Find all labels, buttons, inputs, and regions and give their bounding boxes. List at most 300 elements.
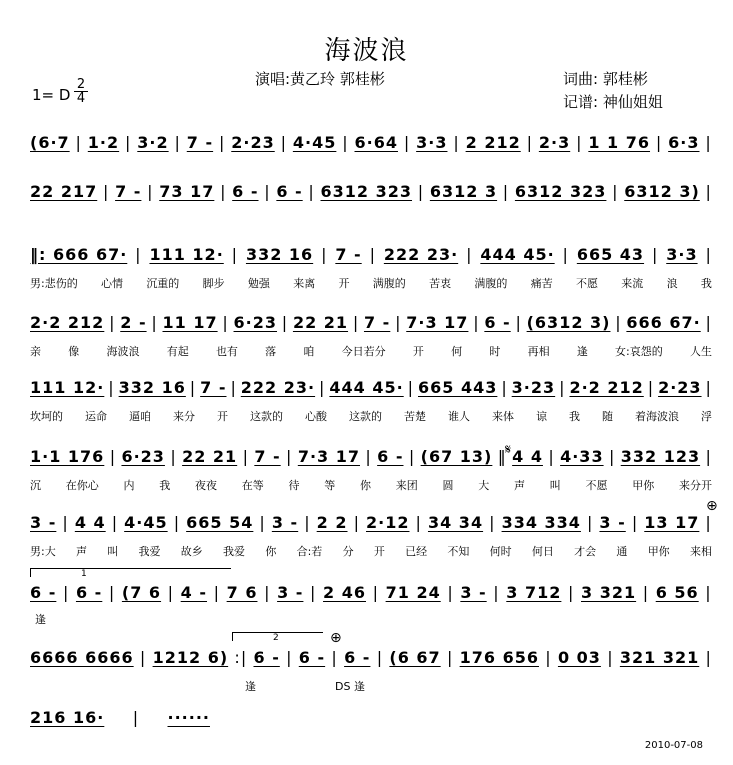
lyric-word: DS 逢 bbox=[335, 680, 365, 693]
barline: | bbox=[473, 313, 480, 332]
barline: | bbox=[705, 245, 712, 264]
barline: | bbox=[218, 133, 226, 152]
lyric-word: 开 bbox=[338, 277, 350, 290]
measure-notes: (67 13) bbox=[420, 447, 493, 466]
barline: | bbox=[174, 133, 181, 152]
measure-notes: 34 34 bbox=[427, 513, 484, 532]
lyric-word: 来相 bbox=[689, 545, 712, 558]
barline: | bbox=[576, 133, 583, 152]
lyric-word: 苦衷 bbox=[429, 277, 452, 290]
coda-icon-2: ⊕ bbox=[330, 630, 342, 646]
measure-notes: 73 17 bbox=[159, 182, 215, 201]
lyric-word: 来分 bbox=[173, 410, 195, 423]
barline: | bbox=[62, 513, 69, 532]
measure-notes: 332 123 bbox=[620, 447, 701, 466]
barline: | bbox=[109, 313, 116, 332]
lyric-word: 也有 bbox=[215, 345, 238, 358]
measure-notes: 6 - bbox=[377, 447, 404, 466]
measure-notes: ‖: 666 67· bbox=[30, 245, 128, 264]
measure-notes: 2·2 212 bbox=[569, 378, 644, 397]
barline: | bbox=[304, 513, 311, 532]
measure-notes: 2·3 bbox=[538, 133, 571, 152]
barline: | bbox=[548, 447, 555, 466]
measure-notes: 3 - bbox=[30, 513, 57, 532]
barline: | bbox=[705, 447, 712, 466]
lyric-word: 满腹的 bbox=[474, 277, 508, 290]
measure-notes: 2·2 212 bbox=[30, 313, 105, 332]
volta-2-label: 2 bbox=[273, 633, 279, 643]
barline: | bbox=[369, 245, 376, 264]
lyric-word: 在你心 bbox=[65, 479, 99, 492]
barline: | bbox=[545, 648, 552, 667]
measure-notes: (6·7 bbox=[30, 133, 70, 152]
lyric-word: 内 bbox=[123, 479, 135, 492]
measure-notes: 1·1 176 bbox=[30, 447, 105, 466]
notation-row bbox=[30, 313, 712, 332]
transcriber-credit: 记谱: 神仙姐姐 bbox=[563, 93, 663, 111]
lyric-word: 我爱 bbox=[223, 545, 246, 558]
measure-notes: 4·45 bbox=[292, 133, 337, 152]
measure-notes: 1212 6) bbox=[152, 648, 229, 667]
barline: | bbox=[453, 133, 460, 152]
barline: | bbox=[342, 133, 349, 152]
lyric-line bbox=[30, 477, 712, 493]
notation-row bbox=[30, 182, 712, 201]
barline: | bbox=[515, 313, 522, 332]
barline: | bbox=[147, 182, 154, 201]
lyric-word: 谅 bbox=[536, 410, 547, 423]
measure-notes: 334 334 bbox=[501, 513, 581, 532]
lyric-word: 合:若 bbox=[296, 545, 323, 558]
lyric-word: 亲 bbox=[30, 345, 41, 358]
time-numerator: 2 bbox=[74, 78, 88, 92]
lyric-word: 逼咱 bbox=[129, 410, 151, 423]
lyric-line bbox=[30, 408, 712, 424]
volta-1-bracket bbox=[30, 568, 231, 577]
measure-notes: 332 16 bbox=[118, 378, 186, 397]
barline: | bbox=[407, 378, 415, 397]
measure-notes: 3 - bbox=[271, 513, 299, 532]
lyric-word: 再相 bbox=[527, 345, 550, 358]
barline: | bbox=[612, 182, 619, 201]
measure-notes: 22 21 bbox=[182, 447, 238, 466]
barline: | bbox=[705, 513, 712, 532]
lyric-word: 满腹的 bbox=[372, 277, 406, 290]
measure-notes: 3·2 bbox=[137, 133, 169, 152]
lyric-word: 开 bbox=[217, 410, 228, 423]
barline: | bbox=[493, 583, 500, 602]
measure-notes: 4·33 bbox=[560, 447, 604, 466]
barline: | bbox=[280, 133, 287, 152]
measure-notes: (7 6 bbox=[121, 583, 162, 602]
lyric-word: 开 bbox=[412, 345, 424, 358]
lyric-word: 心酸 bbox=[305, 410, 327, 423]
measure-notes: 111 12· bbox=[149, 245, 224, 264]
measure-notes: 3·23 bbox=[511, 378, 556, 397]
lyric-word: 像 bbox=[68, 345, 80, 358]
measure-notes: 444 45· bbox=[480, 245, 555, 264]
lyric-line bbox=[30, 343, 712, 359]
barline: | bbox=[108, 583, 116, 602]
lyric-word: 圆 bbox=[442, 479, 454, 492]
lyric-word: 不愿 bbox=[585, 479, 608, 492]
barline: | bbox=[562, 245, 569, 264]
measure-notes: 3 712 bbox=[506, 583, 562, 602]
lyric-word: 来离 bbox=[293, 277, 316, 290]
barline: | bbox=[615, 313, 622, 332]
barline: | bbox=[501, 378, 508, 397]
measure-notes: 665 54 bbox=[186, 513, 254, 532]
measure-notes: 3 - bbox=[277, 583, 304, 602]
lyric-word: 谁人 bbox=[448, 410, 470, 423]
measure-notes: 6 - bbox=[75, 583, 103, 602]
measure-notes: 71 24 bbox=[385, 583, 441, 602]
barline: | bbox=[135, 245, 142, 264]
barline: | bbox=[447, 583, 454, 602]
lyric-word: 已经 bbox=[405, 545, 428, 558]
measure-notes: 6 56 bbox=[655, 583, 699, 602]
measure-notes: 2·23 bbox=[658, 378, 702, 397]
time-denominator: 4 bbox=[76, 91, 86, 106]
lyric-word: 不知 bbox=[447, 545, 470, 558]
lyric-word: 时 bbox=[489, 345, 501, 358]
measure-notes: 7·3 17 bbox=[406, 313, 469, 332]
measure-notes: 222 23· bbox=[383, 245, 459, 264]
barline: | bbox=[705, 648, 712, 667]
lyric-word: 分 bbox=[342, 545, 354, 558]
measure-notes: 7 - bbox=[186, 133, 214, 152]
lyric-word: 随 bbox=[602, 410, 613, 423]
lyricist-credit: 词曲: 郭桂彬 bbox=[563, 70, 648, 88]
lyric-word: 这款的 bbox=[349, 410, 382, 423]
measure-notes: 6 - bbox=[298, 648, 326, 667]
lyric-word: 勉强 bbox=[247, 277, 270, 290]
lyric-word: 甲你 bbox=[647, 545, 670, 558]
measure-notes: ······ bbox=[167, 708, 210, 727]
lyric-word: 逢 bbox=[35, 613, 46, 626]
barline: | bbox=[213, 583, 221, 602]
measure-notes: 6·64 bbox=[354, 133, 398, 152]
lyric-word: 大 bbox=[478, 479, 490, 492]
transcription-date: 2010-07-08 bbox=[644, 740, 703, 751]
measure-notes: 13 17 bbox=[644, 513, 700, 532]
notation-row bbox=[30, 648, 712, 667]
barline: | bbox=[264, 583, 271, 602]
barline: | bbox=[170, 447, 177, 466]
barline: | bbox=[408, 447, 416, 466]
barline: | bbox=[189, 378, 197, 397]
measure-notes: 3 321 bbox=[581, 583, 637, 602]
lyric-word: 声 bbox=[514, 479, 525, 492]
song-title: 海波浪 bbox=[324, 36, 409, 66]
barline: | bbox=[132, 708, 140, 727]
barline: | bbox=[489, 513, 496, 532]
measure-notes: 7 6 bbox=[226, 583, 258, 602]
barline: | bbox=[568, 583, 575, 602]
lyric-word: 坎坷的 bbox=[30, 410, 63, 423]
lyric-word: 来分开 bbox=[679, 479, 712, 492]
measure-notes: 6 - bbox=[484, 313, 511, 332]
measure-notes: 6·3 bbox=[668, 133, 700, 152]
barline: | bbox=[75, 133, 82, 152]
barline: | bbox=[331, 648, 338, 667]
lyric-word: 脚步 bbox=[202, 277, 225, 290]
measure-notes: 665 443 bbox=[418, 378, 498, 397]
barline: | bbox=[231, 245, 239, 264]
measure-notes: 6666 6666 bbox=[30, 648, 134, 667]
notation-row bbox=[30, 708, 210, 727]
measure-notes: 2·12 bbox=[366, 513, 410, 532]
lyric-word: 来体 bbox=[492, 410, 514, 423]
lyric-word: 逢 bbox=[576, 345, 588, 358]
measure-notes: 7 - bbox=[115, 182, 142, 201]
lyric-word: 这款的 bbox=[250, 410, 283, 423]
lyric-word: 来团 bbox=[395, 479, 418, 492]
lyric-word: 男:悲伤的 bbox=[30, 277, 78, 290]
measure-notes: 1·2 bbox=[87, 133, 120, 152]
notation-row bbox=[30, 245, 712, 264]
notation-row bbox=[30, 583, 712, 602]
barline: | bbox=[308, 182, 315, 201]
measure-notes: 444 45· bbox=[329, 378, 404, 397]
lyric-word: 开 bbox=[373, 545, 385, 558]
barline: | bbox=[125, 133, 132, 152]
barline: | bbox=[705, 378, 712, 397]
barline: | bbox=[167, 583, 175, 602]
lyric-word: 何日 bbox=[531, 545, 554, 558]
barline: | bbox=[651, 245, 659, 264]
barline: | bbox=[631, 513, 639, 532]
barline: | bbox=[220, 182, 227, 201]
measure-notes: 6312 3 bbox=[429, 182, 498, 201]
lyric-line bbox=[35, 611, 65, 627]
barline: | bbox=[502, 182, 510, 201]
barline: | bbox=[286, 648, 293, 667]
lyric-word: 逢 bbox=[245, 680, 256, 693]
measure-notes: 4·45 bbox=[124, 513, 168, 532]
measure-notes: 3 - bbox=[599, 513, 626, 532]
lyric-word: 不愿 bbox=[575, 277, 598, 290]
barline: | bbox=[108, 378, 115, 397]
lyric-word: 我爱 bbox=[138, 545, 161, 558]
measure-notes: 22 217 bbox=[30, 182, 98, 201]
measure-notes: 6·23 bbox=[121, 447, 165, 466]
barline: | bbox=[264, 182, 271, 201]
coda-icon: ⊕ bbox=[706, 498, 718, 514]
lyric-word: 故乡 bbox=[180, 545, 203, 558]
measure-notes: 7·3 17 bbox=[297, 447, 360, 466]
lyric-word: 我 bbox=[159, 479, 171, 492]
measure-notes: 4 4 bbox=[74, 513, 106, 532]
barline: | bbox=[705, 313, 712, 332]
lyric-word: 沉 bbox=[30, 479, 41, 492]
lyric-word: 浮 bbox=[701, 410, 712, 423]
notation-row bbox=[30, 447, 712, 466]
barline: | bbox=[62, 583, 70, 602]
barline: | bbox=[417, 182, 425, 201]
barline: | bbox=[647, 378, 655, 397]
barline: | bbox=[705, 182, 712, 201]
measure-notes: 6312 323 bbox=[514, 182, 607, 201]
barline: | bbox=[642, 583, 650, 602]
barline: | bbox=[372, 583, 379, 602]
measure-notes: 7 - bbox=[254, 447, 281, 466]
lyric-word: 有起 bbox=[166, 345, 189, 358]
barline: | bbox=[608, 447, 616, 466]
notation-row bbox=[30, 378, 712, 397]
lyric-word: 你 bbox=[360, 479, 371, 492]
measure-notes: 11 17 bbox=[162, 313, 218, 332]
lyric-word: 男:大 bbox=[30, 545, 56, 558]
measure-notes: 111 12· bbox=[30, 378, 105, 397]
barline: | bbox=[109, 447, 117, 466]
lyric-line bbox=[30, 275, 712, 291]
lyric-word: 女:哀怨的 bbox=[615, 345, 663, 358]
measure-notes: 3·3 bbox=[666, 245, 698, 264]
measure-notes: 6 - bbox=[232, 182, 259, 201]
lyric-word: 来流 bbox=[621, 277, 644, 290]
barline: | bbox=[466, 245, 473, 264]
lyric-word: 今日若分 bbox=[341, 345, 386, 358]
measure-notes: 6312 323 bbox=[320, 182, 413, 201]
measure-notes: 6 - bbox=[276, 182, 303, 201]
barline: | bbox=[586, 513, 594, 532]
lyric-word: 叫 bbox=[549, 479, 561, 492]
lyric-word: 浪 bbox=[666, 277, 678, 290]
time-signature bbox=[74, 78, 88, 105]
barline: | bbox=[376, 648, 384, 667]
barline: | bbox=[242, 447, 249, 466]
measure-notes: 222 23· bbox=[240, 378, 316, 397]
lyric-word: 才会 bbox=[574, 545, 597, 558]
lyric-word: 夜夜 bbox=[195, 479, 217, 492]
measure-notes: 6 - bbox=[253, 648, 280, 667]
lyric-word: 我 bbox=[700, 277, 712, 290]
measure-notes: 7 - bbox=[363, 313, 391, 332]
barline: | bbox=[395, 313, 402, 332]
lyric-word: 声 bbox=[75, 545, 87, 558]
barline: | bbox=[365, 447, 372, 466]
measure-notes: 7 - bbox=[200, 378, 227, 397]
lyric-word: 痛苦 bbox=[530, 277, 553, 290]
barline: | bbox=[286, 447, 293, 466]
singer-credit: 演唱:黄乙玲 郭桂彬 bbox=[255, 70, 385, 88]
measure-notes: 2·23 bbox=[231, 133, 275, 152]
measure-notes: 4 4 bbox=[512, 447, 543, 466]
measure-notes: (6 67 bbox=[389, 648, 441, 667]
measure-notes: 332 16 bbox=[245, 245, 314, 264]
barline: | bbox=[259, 513, 266, 532]
lyric-word: 着海波浪 bbox=[635, 410, 679, 423]
barline: | bbox=[319, 378, 326, 397]
barline: | bbox=[559, 378, 566, 397]
barline: | bbox=[173, 513, 181, 532]
barline: :| bbox=[234, 648, 248, 667]
measure-notes: 2 212 bbox=[465, 133, 521, 152]
measure-notes: 3 - bbox=[460, 583, 487, 602]
measure-notes: 6 - bbox=[30, 583, 57, 602]
barline: | bbox=[526, 133, 533, 152]
barline: | bbox=[151, 313, 158, 332]
lyric-word: 咱 bbox=[303, 345, 315, 358]
measure-notes: 6 - bbox=[344, 648, 371, 667]
measure-notes: 0 03 bbox=[557, 648, 601, 667]
barline: | bbox=[281, 313, 289, 332]
measure-notes: (6312 3) bbox=[526, 313, 611, 332]
barline: | bbox=[139, 648, 147, 667]
notation-row bbox=[30, 513, 712, 532]
barline: ‖ bbox=[497, 447, 507, 466]
measure-notes: 4 - bbox=[180, 583, 208, 602]
lyric-word: 何时 bbox=[489, 545, 512, 558]
measure-notes: 321 321 bbox=[619, 648, 700, 667]
segno-icon: 𝄋 bbox=[505, 442, 512, 458]
lyric-word: 苦楚 bbox=[404, 410, 426, 423]
lyric-word: 人生 bbox=[690, 345, 712, 358]
lyric-word: 在等 bbox=[241, 479, 264, 492]
lyric-word: 海波浪 bbox=[106, 345, 140, 358]
volta-2-bracket bbox=[232, 632, 323, 641]
measure-notes: 665 43 bbox=[576, 245, 645, 264]
barline: | bbox=[310, 583, 317, 602]
barline: | bbox=[607, 648, 614, 667]
barline: | bbox=[403, 133, 411, 152]
notation-row bbox=[30, 133, 712, 152]
lyric-word: 沉重的 bbox=[146, 277, 180, 290]
barline: | bbox=[415, 513, 422, 532]
measure-notes: 2 46 bbox=[323, 583, 366, 602]
lyric-word: 运命 bbox=[85, 410, 107, 423]
lyric-word: 甲你 bbox=[632, 479, 655, 492]
measure-notes: 176 656 bbox=[459, 648, 539, 667]
lyric-word: 何 bbox=[451, 345, 463, 358]
barline: | bbox=[705, 583, 712, 602]
barline: | bbox=[230, 378, 237, 397]
barline: | bbox=[446, 648, 454, 667]
lyric-word: 叫 bbox=[107, 545, 119, 558]
barline: | bbox=[102, 182, 110, 201]
measure-notes: 6·23 bbox=[233, 313, 278, 332]
measure-notes: 1 1 76 bbox=[588, 133, 651, 152]
lyric-word: 通 bbox=[616, 545, 628, 558]
barline: | bbox=[655, 133, 663, 152]
measure-notes: 216 16· bbox=[30, 708, 105, 727]
lyric-line bbox=[245, 678, 365, 694]
measure-notes: 7 - bbox=[335, 245, 362, 264]
lyric-word: 待 bbox=[288, 479, 300, 492]
lyric-word: 你 bbox=[265, 545, 277, 558]
barline: | bbox=[111, 513, 119, 532]
barline: | bbox=[222, 313, 229, 332]
barline: | bbox=[705, 133, 712, 152]
lyric-word: 等 bbox=[324, 479, 336, 492]
lyric-word: 心情 bbox=[101, 277, 124, 290]
measure-notes: 6312 3) bbox=[624, 182, 700, 201]
barline: | bbox=[352, 313, 360, 332]
volta-1-label: 1 bbox=[81, 569, 87, 579]
lyric-word: 落 bbox=[265, 345, 277, 358]
key-signature: 1= D bbox=[32, 86, 71, 104]
barline: | bbox=[321, 245, 328, 264]
measure-notes: 3·3 bbox=[416, 133, 448, 152]
measure-notes: 2 2 bbox=[316, 513, 348, 532]
lyric-word: 我 bbox=[569, 410, 580, 423]
barline: | bbox=[353, 513, 360, 532]
measure-notes: 2 - bbox=[120, 313, 147, 332]
measure-notes: 22 21 bbox=[292, 313, 349, 332]
measure-notes: 666 67· bbox=[626, 313, 701, 332]
lyric-line bbox=[30, 543, 712, 559]
